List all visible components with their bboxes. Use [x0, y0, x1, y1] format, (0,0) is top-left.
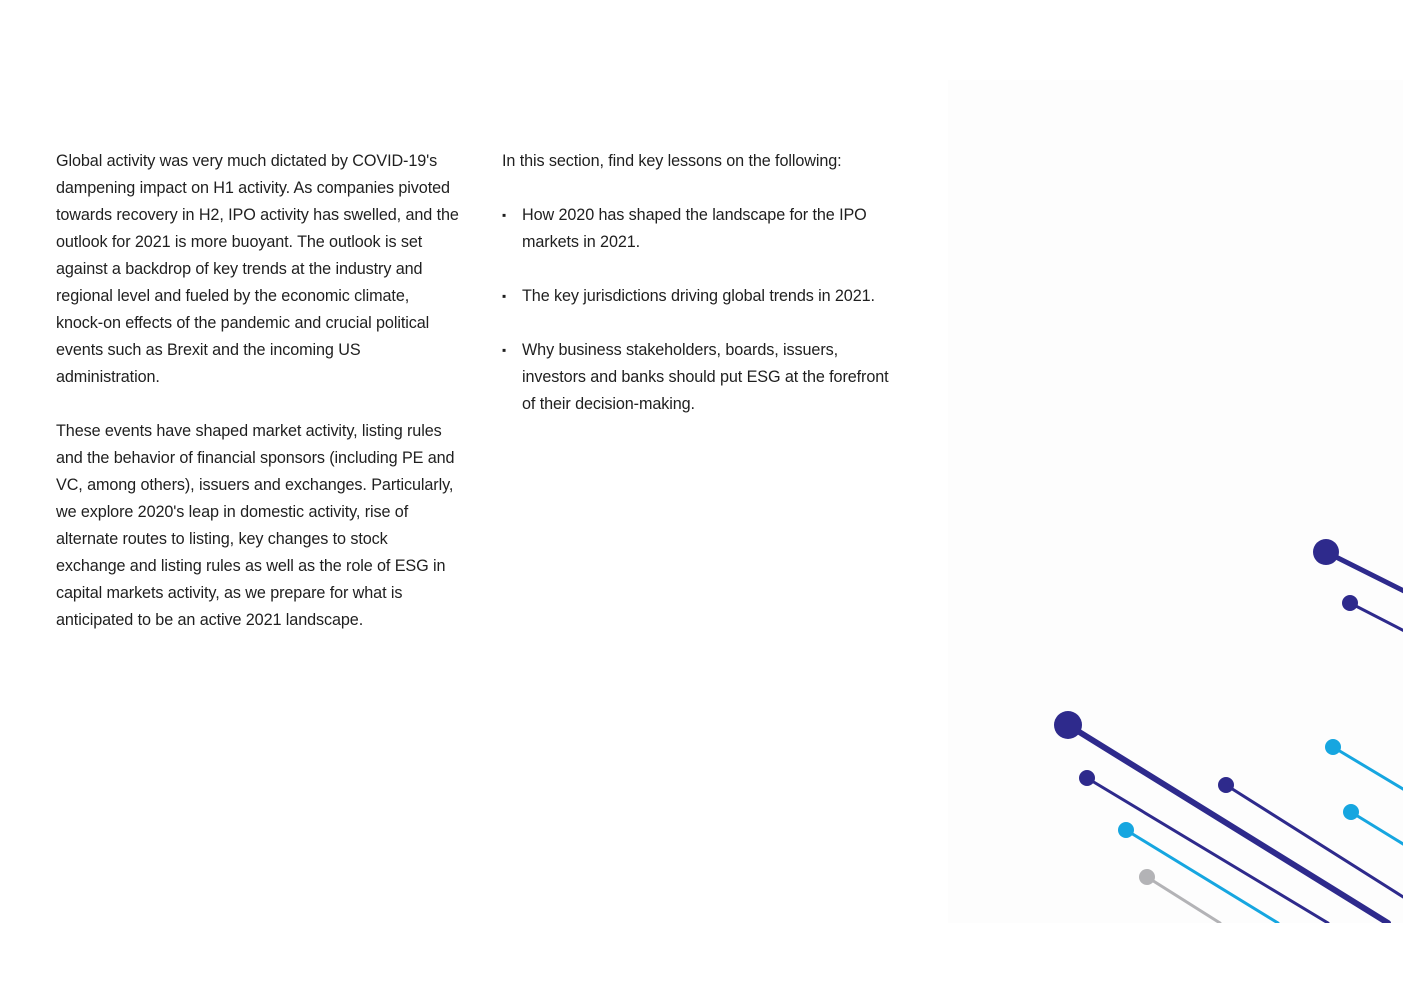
intro-paragraph-2: These events have shaped market activity, listing rules and the behavior of financial sponsors (including PE and VC, among others), issuers and exchanges. Particularly, we explore 2020's leap in domestic activity, rise of alternate routes to listing, key changes to stock exchange and listing rules as well as the role of ESG in capital markets activity, as we prepare for what is anticipated to be an active 2021 landscape.: [56, 422, 455, 629]
bullet-square-icon: ▪: [502, 208, 507, 222]
decorative-panel: [948, 80, 1403, 923]
list-item: [502, 202, 902, 256]
network-lines-icon: [1054, 539, 1403, 923]
list-item-text: The key jurisdictions driving global trends in 2021.: [522, 287, 875, 305]
list-item-text: Why business stakeholders, boards, issuers, investors and banks should put ESG at the forefront of their decision-making.: [522, 341, 889, 413]
list-item: [502, 283, 902, 310]
bullet-square-icon: ▪: [502, 343, 507, 357]
lessons-intro: In this section, find key lessons on the following:: [502, 152, 842, 170]
bullet-square-icon: ▪: [502, 289, 507, 303]
left-column: [56, 148, 460, 661]
lessons-list: [502, 202, 902, 418]
list-item-text: How 2020 has shaped the landscape for the IPO markets in 2021.: [522, 206, 867, 251]
network-lines-graphic: [948, 80, 1403, 923]
middle-column: [502, 148, 902, 445]
intro-paragraph-1: Global activity was very much dictated by COVID-19's dampening impact on H1 activity. As companies pivoted towards recovery in H2, IPO activity has swelled, and the outlook for 2021 is more buoyant. The outlook is set against a backdrop of key trends at the industry and regional level and fueled by the economic climate, knock-on effects of the pandemic and crucial political events such as Brexit and the incoming US administration.: [56, 152, 459, 386]
list-item: [502, 337, 902, 418]
